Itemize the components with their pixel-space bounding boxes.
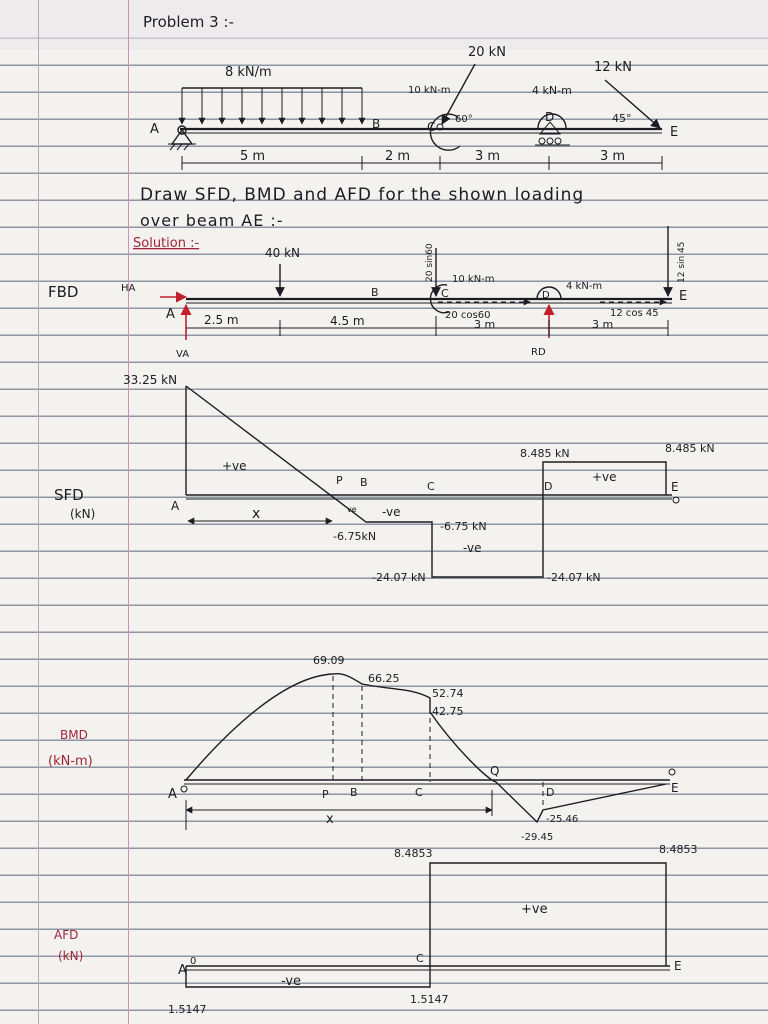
afd-point-e: E	[674, 959, 682, 973]
afd-value-c-bottom: 1.5147	[410, 993, 449, 1006]
point-e: E	[670, 125, 679, 140]
bmd-point-e: E	[671, 781, 679, 795]
horizontal-e-label: 12 cos 45	[610, 308, 659, 319]
udl-label: 8 kN/m	[225, 65, 272, 80]
span-cd: 3 m	[475, 149, 501, 164]
bmd-moment-curve	[186, 674, 666, 822]
bmd-point-p: P	[322, 788, 329, 801]
sfd-point-c: C	[427, 480, 435, 493]
sfd-neg-label-2: -ve	[463, 541, 482, 555]
fbd-span-3: 3 m	[474, 318, 496, 331]
fbd-point-b: B	[371, 286, 379, 299]
afd-neg-label: -ve	[281, 974, 302, 989]
bmd-label: BMD	[60, 728, 88, 742]
fbd-point-d: D	[542, 290, 550, 301]
statement-line-1: Draw SFD, BMD and AFD for the shown loading	[140, 185, 585, 205]
bmd-point-d: D	[546, 786, 555, 799]
sfd-point-p: P	[336, 474, 343, 487]
point-d: D	[545, 110, 555, 124]
bmd-max-value: 69.09	[313, 654, 345, 667]
afd-label: AFD	[54, 928, 79, 942]
bmd-x-label: x	[326, 812, 334, 827]
sfd-pos-label: +ve	[222, 459, 247, 473]
sfd-value-c: -6.75 kN	[440, 520, 487, 533]
rd-label: RD	[531, 347, 546, 358]
afd-zero-label: 0	[190, 956, 197, 967]
udl-arrows	[182, 88, 362, 124]
sfd-value-d: -24.07 kN	[547, 571, 601, 584]
fbd-label: FBD	[48, 283, 79, 301]
afd-axial-force-line	[186, 863, 666, 987]
afd-point-a: A	[178, 963, 187, 978]
sfd-ve-small: ve	[347, 505, 357, 514]
sfd-x-label: x	[252, 506, 261, 522]
point-a: A	[150, 122, 159, 137]
fbd-moment-d-label: 4 kN-m	[566, 281, 603, 292]
vertical-c-label: 20 sin60	[425, 243, 435, 282]
fbd-point-a: A	[166, 307, 175, 322]
moment-d-label: 4 kN-m	[532, 84, 572, 97]
horizontal-c-label: 20 cos60	[445, 310, 491, 321]
fbd-point-c: C	[441, 287, 449, 300]
bmd-value-c1: 52.74	[432, 687, 464, 700]
bmd-end-circle	[669, 769, 675, 775]
bmd-value-c2: 42.75	[432, 705, 464, 718]
bmd-point-b: B	[350, 786, 358, 799]
point-c: C	[427, 120, 436, 134]
sfd-point-b: B	[360, 476, 368, 489]
sfd-value-b: -6.75kN	[333, 530, 377, 543]
angle-45-label: 45°	[612, 112, 632, 125]
bmd-point-c: C	[415, 786, 423, 799]
sfd-end-circle	[673, 497, 679, 503]
bmd-value-d1: -25.46	[546, 814, 579, 825]
vertical-e-label: 12 sin 45	[677, 241, 687, 283]
sfd-label: SFD	[54, 486, 84, 504]
load-12kn-label: 12 kN	[594, 60, 632, 75]
load-40kn-label: 40 kN	[265, 246, 301, 260]
afd-value-c-top: 8.4853	[394, 847, 433, 860]
span-de: 3 m	[600, 149, 626, 164]
load-20kn-label: 20 kN	[468, 45, 506, 60]
sfd-value-c2: -24.07 kN	[372, 571, 426, 584]
fbd-span-1: 2.5 m	[204, 313, 239, 327]
point-b: B	[372, 117, 381, 131]
sfd-value-e: 8.485 kN	[665, 442, 715, 455]
afd-value-e-top: 8.4853	[659, 843, 698, 856]
bmd-unit: (kN-m)	[48, 754, 93, 769]
fbd-span-4: 3 m	[592, 318, 614, 331]
bmd-value-b: 66.25	[368, 672, 400, 685]
solution-label: Solution :-	[133, 236, 200, 251]
sfd-point-e: E	[671, 480, 679, 494]
fbd-span-2: 4.5 m	[330, 314, 365, 328]
bmd-value-d2: -29.45	[521, 832, 554, 843]
fbd-point-e: E	[679, 289, 688, 304]
afd-unit: (kN)	[58, 949, 84, 963]
afd-point-c: C	[416, 952, 424, 965]
span-bc: 2 m	[385, 149, 411, 164]
afd-pos-label: +ve	[521, 902, 548, 917]
sfd-pos-label-2: +ve	[592, 470, 617, 484]
bmd-point-q: Q	[490, 764, 500, 778]
bmd-start-circle	[181, 786, 187, 792]
statement-line-2: over beam AE :-	[140, 211, 284, 230]
moment-c-label: 10 kN-m	[408, 85, 451, 96]
sfd-value-a: 33.25 kN	[123, 373, 178, 387]
sfd-value-d2: 8.485 kN	[520, 447, 570, 460]
angle-60-label: 60°	[455, 114, 473, 125]
ha-label: HA	[121, 283, 136, 294]
sfd-neg-label: -ve	[382, 505, 401, 519]
sfd-point-a: A	[171, 499, 180, 513]
afd-value-a-bottom: 1.5147	[168, 1003, 207, 1016]
sfd-unit: (kN)	[70, 507, 96, 521]
problem-title: Problem 3 :-	[143, 13, 234, 31]
fbd-moment-c-label: 10 kN-m	[452, 274, 495, 285]
bmd-point-a: A	[168, 787, 177, 802]
span-ab: 5 m	[240, 149, 266, 164]
sfd-point-d: D	[544, 480, 553, 493]
va-label: VA	[176, 349, 190, 360]
